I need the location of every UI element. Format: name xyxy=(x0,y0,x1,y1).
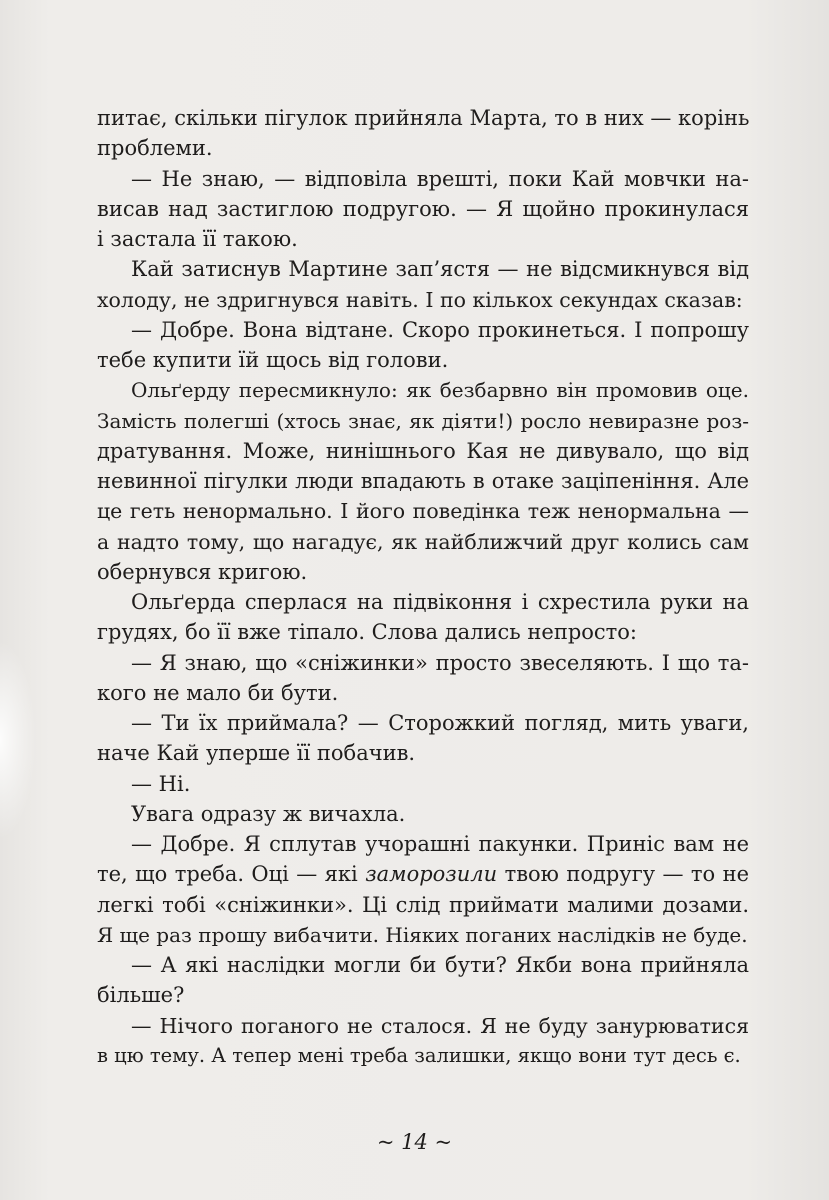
text-line: більше? xyxy=(97,983,185,1008)
text-line: Увага одразу ж вичахла. xyxy=(131,801,406,826)
text-line: грудях, бо її вже тіпало. Слова дались непросто: xyxy=(97,620,638,645)
text-line: це геть ненормально. І його поведінка теж ненормальна — xyxy=(97,499,749,524)
text-line: а надто тому, що нагадує, як найближчий друг колись сам xyxy=(97,529,749,554)
text-line: обернувся кригою. xyxy=(97,559,308,584)
text-line: невинної пігулки люди впадають в отаке заціпеніння. Але xyxy=(97,469,749,493)
page-edge-highlight xyxy=(0,640,36,840)
text-line: висав над застиглою подругою. — Я щойно прокинулася xyxy=(97,196,749,221)
text-line: — Ти їх приймала? — Сторожкий погляд, мить уваги, xyxy=(131,711,749,735)
text-line: тебе купити їй щось від голови. xyxy=(97,348,449,372)
text-line: в цю тему. А тепер мені треба залишки, якщо вони тут десь є. xyxy=(97,1043,741,1067)
text-line: — Добре. Вона відтане. Скоро прокинеться. І попрошу xyxy=(131,317,749,342)
page-number: ~ 14 ~ xyxy=(376,1130,453,1154)
text-line: Ольґерда сперлася на підвіконня і схрестила руки на xyxy=(131,590,749,614)
text-line: — Не знаю, — відповіла врешті, поки Кай мовчки на- xyxy=(131,166,749,191)
text-line: Ольґерду пересмикнуло: як безбарвно він промовив оце. xyxy=(131,378,749,403)
text-line: кого не мало би бути. xyxy=(97,680,339,705)
emphasis: заморозили xyxy=(365,862,498,887)
text-line: і застала її такою. xyxy=(97,227,298,251)
body-text xyxy=(97,103,749,1071)
text-line-with-italic: те, що треба. Оці — які заморозили твою подругу — то не xyxy=(97,862,750,887)
text-line: — Добре. Я сплутав учорашні пакунки. Приніс вам не xyxy=(131,832,749,856)
text-line: наче Кай уперше її побачив. xyxy=(97,741,416,766)
text-line: — Ні. xyxy=(131,771,191,796)
text-line: дратування. Може, нинішнього Кая не дивувало, що від xyxy=(97,438,749,463)
text-line: легкі тобі «сніжинки». Ці слід приймати малими дозами. xyxy=(97,892,749,917)
text-line: — Нічого поганого не сталося. Я не буду занурюватися xyxy=(131,1013,749,1038)
text-line: питає, скільки пігулок прийняла Марта, то в них — корінь xyxy=(97,106,750,130)
text-line: — А які наслідки могли би бути? Якби вона прийняла xyxy=(131,953,749,977)
text-line: — Я знаю, що «сніжинки» просто звеселяють. І що та- xyxy=(131,650,749,675)
text-line: проблеми. xyxy=(97,136,213,161)
text-line: Кай затиснув Мартине зап’ястя — не відсмикнувся від xyxy=(131,257,749,282)
text-line: холоду, не здригнувся навіть. І по кількох секундах сказав: xyxy=(97,287,743,312)
text-line: Замість полегші (хтось знає, як діяти!) росло невиразне роз- xyxy=(97,408,749,433)
text-line: Я ще раз прошу вибачити. Ніяких поганих наслідків не буде. xyxy=(97,922,748,947)
